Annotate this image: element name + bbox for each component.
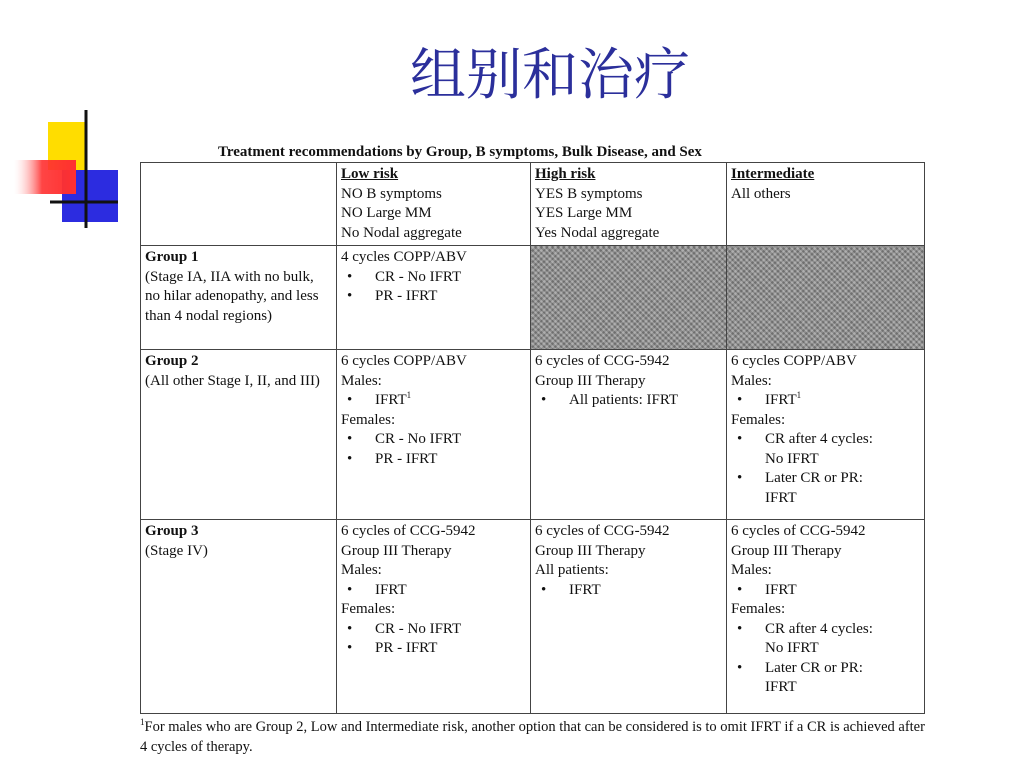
footnote bbox=[140, 717, 930, 758]
sex-label: Females: bbox=[341, 601, 396, 617]
footnote-marker: 1 bbox=[140, 717, 145, 728]
bullet-item bbox=[731, 620, 920, 659]
bullet-item bbox=[731, 430, 920, 469]
low-risk-criterion: NO Large MM bbox=[341, 205, 432, 221]
bullet-item: • IFRT bbox=[341, 581, 526, 601]
group-description: (Stage IV) bbox=[145, 542, 208, 559]
regimen-text: Group III Therapy bbox=[535, 542, 646, 559]
sex-label: Females: bbox=[731, 411, 786, 428]
group-1-intermediate-shaded-cell bbox=[727, 246, 925, 350]
bullet-text: IFRT bbox=[375, 392, 407, 408]
footnote-marker: 1 bbox=[796, 390, 802, 400]
table-header-row bbox=[141, 163, 925, 246]
bullet-item: • PR - IFRT bbox=[341, 639, 526, 659]
sex-label: All patients: bbox=[535, 562, 609, 578]
bullet-item: • PR - IFRT bbox=[341, 450, 526, 470]
regimen-text: 6 cycles of CCG-5942 bbox=[535, 353, 670, 369]
bullet-text: • Later CR or PR: bbox=[765, 659, 863, 676]
bullet-item: • All patients: IFRT bbox=[535, 391, 722, 411]
group-2-row bbox=[141, 350, 925, 520]
group-2-high-cell bbox=[531, 350, 727, 520]
low-risk-header-cell bbox=[337, 163, 531, 246]
intermediate-title: Intermediate bbox=[731, 166, 815, 182]
bullet-item bbox=[731, 469, 920, 508]
high-risk-criterion: YES B symptoms bbox=[535, 185, 643, 202]
bullet-text: • Later CR or PR: bbox=[765, 470, 863, 486]
regimen-text: 4 cycles COPP/ABV bbox=[341, 249, 467, 265]
high-risk-title: High risk bbox=[535, 166, 596, 182]
regimen-text: Group III Therapy bbox=[731, 542, 842, 559]
bullet-item: • CR - No IFRT bbox=[341, 268, 526, 288]
bullet-text: IFRT bbox=[765, 679, 797, 695]
bullet-text: No IFRT bbox=[765, 450, 819, 467]
bullet-item: • PR - IFRT bbox=[341, 287, 526, 307]
sex-label: Males: bbox=[731, 562, 772, 578]
group-name: Group 2 bbox=[145, 353, 199, 369]
empty-corner-cell bbox=[141, 163, 337, 246]
group-2-low-cell bbox=[337, 350, 531, 520]
slide-title: 组别和治疗 bbox=[410, 43, 690, 108]
sex-label: Males: bbox=[731, 372, 772, 389]
group-1-low-cell bbox=[337, 246, 531, 350]
high-risk-criterion: Yes Nodal aggregate bbox=[535, 224, 660, 241]
group-3-intermediate-cell bbox=[727, 520, 925, 714]
sex-label: Males: bbox=[341, 562, 382, 578]
group-3-label-cell bbox=[141, 520, 337, 714]
footnote-text: For males who are Group 2, Low and Intermediate risk, another option that can be considered is to omit IFRT if a CR is achieved after 4 cycles of therapy. bbox=[140, 719, 925, 756]
bullet-text: IFRT bbox=[765, 489, 797, 506]
group-name: Group 3 bbox=[145, 523, 199, 539]
bullet-item: • IFRT bbox=[731, 581, 920, 601]
bullet-text: No IFRT bbox=[765, 640, 819, 656]
group-3-high-cell bbox=[531, 520, 727, 714]
high-risk-criterion: YES Large MM bbox=[535, 205, 633, 221]
treatment-table bbox=[140, 162, 925, 714]
bullet-item bbox=[731, 391, 920, 411]
footnote-marker: 1 bbox=[406, 390, 412, 400]
group-description: (All other Stage I, II, and III) bbox=[145, 372, 320, 389]
group-1-label-cell bbox=[141, 246, 337, 350]
sex-label: Females: bbox=[731, 601, 786, 617]
sex-label: Females: bbox=[341, 411, 396, 428]
intermediate-criterion: All others bbox=[731, 185, 791, 202]
bullet-text: IFRT bbox=[765, 392, 797, 408]
high-risk-header-cell bbox=[531, 163, 727, 246]
group-3-row bbox=[141, 520, 925, 714]
low-risk-criterion: NO B symptoms bbox=[341, 185, 442, 202]
bullet-item bbox=[341, 391, 526, 411]
regimen-text: Group III Therapy bbox=[535, 372, 646, 389]
group-description: (Stage IA, IIA with no bulk, no hilar adenopathy, and less than 4 nodal regions) bbox=[145, 268, 319, 324]
group-3-low-cell bbox=[337, 520, 531, 714]
regimen-text: 6 cycles COPP/ABV bbox=[731, 353, 857, 369]
bullet-item: • CR - No IFRT bbox=[341, 430, 526, 450]
bullet-item: • IFRT bbox=[535, 581, 722, 601]
regimen-text: Group III Therapy bbox=[341, 542, 452, 559]
group-2-label-cell bbox=[141, 350, 337, 520]
group-1-high-shaded-cell bbox=[531, 246, 727, 350]
low-risk-title: Low risk bbox=[341, 166, 399, 182]
group-2-intermediate-cell bbox=[727, 350, 925, 520]
regimen-text: 6 cycles COPP/ABV bbox=[341, 353, 467, 369]
group-1-row bbox=[141, 246, 925, 350]
bullet-text: • CR after 4 cycles: bbox=[765, 431, 873, 447]
regimen-text: 6 cycles of CCG-5942 bbox=[535, 523, 670, 539]
intermediate-header-cell bbox=[727, 163, 925, 246]
colored-squares-crosshair-icon bbox=[0, 0, 130, 240]
bullet-item bbox=[731, 659, 920, 698]
table-caption: Treatment recommendations by Group, B symptoms, Bulk Disease, and Sex bbox=[218, 144, 702, 160]
sex-label: Males: bbox=[341, 372, 382, 389]
regimen-text: 6 cycles of CCG-5942 bbox=[341, 523, 476, 539]
low-risk-criterion: No Nodal aggregate bbox=[341, 224, 462, 241]
group-name: Group 1 bbox=[145, 249, 199, 265]
bullet-item: • CR - No IFRT bbox=[341, 620, 526, 640]
bullet-text: • CR after 4 cycles: bbox=[765, 620, 873, 637]
regimen-text: 6 cycles of CCG-5942 bbox=[731, 523, 866, 539]
